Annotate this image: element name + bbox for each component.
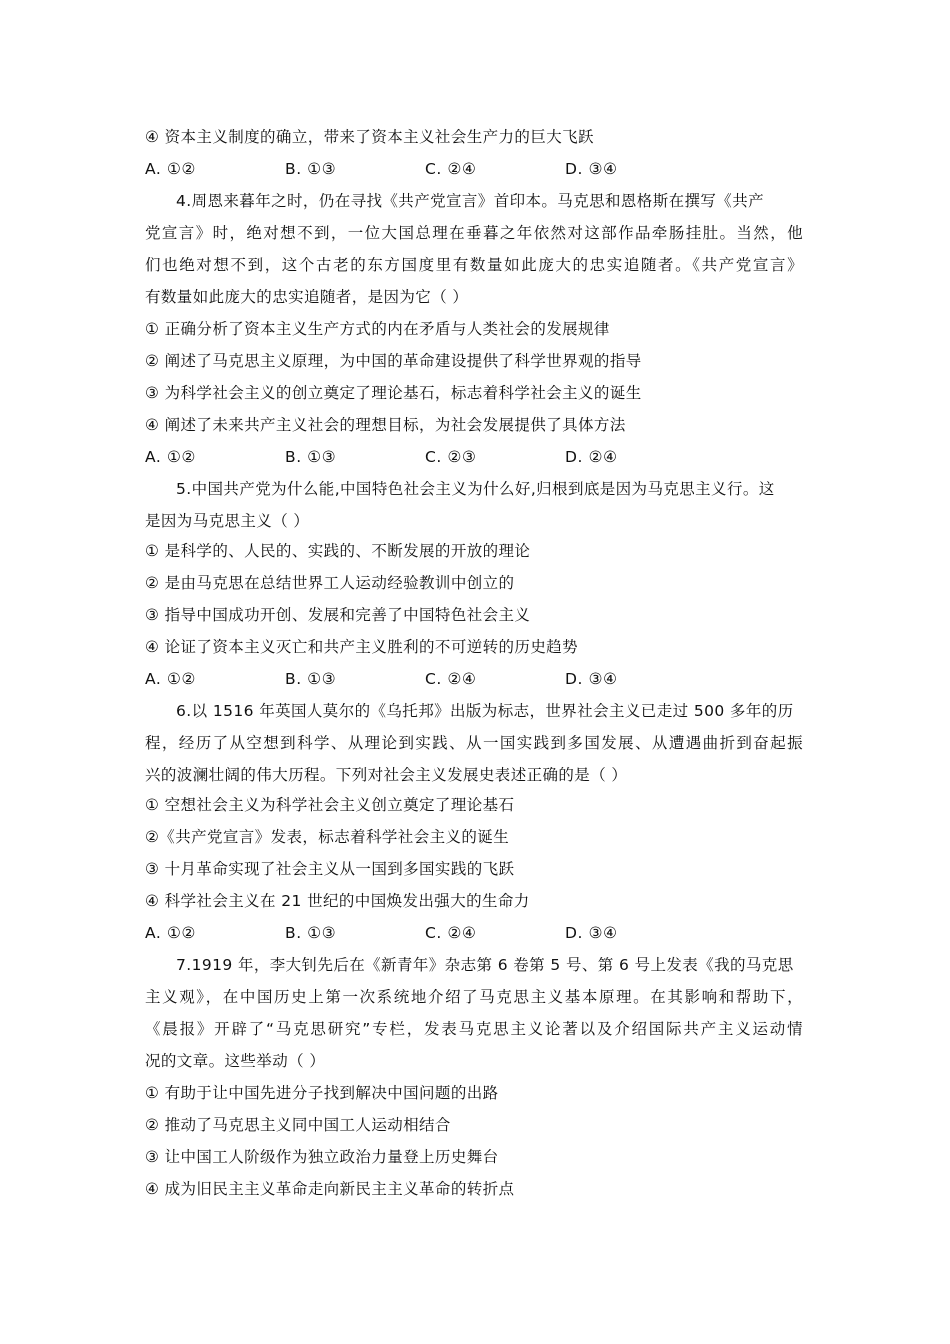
q3-option-c: C. ②④ (425, 160, 477, 178)
q7-stem-line-2: 主义观》，在中国历史上第一次系统地介绍了马克思主义基本原理。在其影响和帮助下， (145, 988, 803, 1006)
q5-stem-line-1: 5.中国共产党为什么能,中国特色社会主义为什么好,归根到底是因为马克思主义行。这 (176, 480, 775, 498)
q3-option-d: D. ③④ (565, 160, 618, 178)
q6-option-c: C. ②④ (425, 924, 477, 942)
q4-stem-line-4: 有数量如此庞大的忠实追随者，是因为它（ ） (145, 288, 469, 306)
q5-option-c: C. ②④ (425, 670, 477, 688)
q6-stem-line-2: 程，经历了从空想到科学、从理论到实践、从一国实践到多国发展、从遭遇曲折到奋起振 (145, 734, 803, 752)
q5-option-b: B. ①③ (285, 670, 337, 688)
q5-options (145, 668, 805, 690)
q7-stem-line-4: 况的文章。这些举动（ ） (145, 1052, 326, 1070)
q3-item-4: ④ 资本主义制度的确立，带来了资本主义社会生产力的巨大飞跃 (145, 128, 594, 146)
q3-options (145, 158, 805, 180)
q3-option-b: B. ①③ (285, 160, 337, 178)
q4-item-2: ② 阐述了马克思主义原理，为中国的革命建设提供了科学世界观的指导 (145, 352, 642, 370)
q5-item-3: ③ 指导中国成功开创、发展和完善了中国特色社会主义 (145, 606, 531, 624)
q5-item-4: ④ 论证了资本主义灭亡和共产主义胜利的不可逆转的历史趋势 (145, 638, 579, 656)
q6-item-4: ④ 科学社会主义在 21 世纪的中国焕发出强大的生命力 (145, 892, 530, 910)
q6-item-3: ③ 十月革命实现了社会主义从一国到多国实践的飞跃 (145, 860, 515, 878)
q4-option-b: B. ①③ (285, 448, 337, 466)
q4-stem-line-3: 们也绝对想不到，这个古老的东方国度里有数量如此庞大的忠实追随者。《共产党宣言》 (145, 256, 803, 274)
q6-option-d: D. ③④ (565, 924, 618, 942)
q4-option-d: D. ②④ (565, 448, 618, 466)
q5-option-a: A. ①② (145, 670, 196, 688)
q4-option-c: C. ②③ (425, 448, 477, 466)
q5-stem-line-2: 是因为马克思主义（ ） (145, 512, 310, 530)
q5-item-1: ① 是科学的、人民的、实践的、不断发展的开放的理论 (145, 542, 531, 560)
q7-item-2: ② 推动了马克思主义同中国工人运动相结合 (145, 1116, 451, 1134)
q6-stem-line-1: 6.以 1516 年英国人莫尔的《乌托邦》出版为标志，世界社会主义已走过 500 多年的历 (176, 702, 794, 720)
q6-option-a: A. ①② (145, 924, 196, 942)
q7-item-4: ④ 成为旧民主主义革命走向新民主主义革命的转折点 (145, 1180, 515, 1198)
q4-stem-line-1: 4.周恩来暮年之时，仍在寻找《共产党宣言》首印本。马克思和恩格斯在撰写《共产 (176, 192, 764, 210)
q6-item-1: ① 空想社会主义为科学社会主义创立奠定了理论基石 (145, 796, 515, 814)
q6-option-b: B. ①③ (285, 924, 337, 942)
q4-item-1: ① 正确分析了资本主义生产方式的内在矛盾与人类社会的发展规律 (145, 320, 610, 338)
q7-item-3: ③ 让中国工人阶级作为独立政治力量登上历史舞台 (145, 1148, 499, 1166)
q4-stem-line-2: 党宣言》时，绝对想不到，一位大国总理在垂暮之年依然对这部作品牵肠挂肚。当然，他 (145, 224, 803, 242)
q7-stem-line-3: 《晨报》开辟了“马克思研究”专栏，发表马克思主义论著以及介绍国际共产主义运动情 (145, 1020, 803, 1038)
q4-options (145, 446, 805, 468)
q4-item-3: ③ 为科学社会主义的创立奠定了理论基石，标志着科学社会主义的诞生 (145, 384, 642, 402)
q4-option-a: A. ①② (145, 448, 196, 466)
q5-item-2: ② 是由马克思在总结世界工人运动经验教训中创立的 (145, 574, 515, 592)
q7-item-1: ① 有助于让中国先进分子找到解决中国问题的出路 (145, 1084, 499, 1102)
q7-stem-line-1: 7.1919 年，李大钊先后在《新青年》杂志第 6 卷第 5 号、第 6 号上发表《我的马克思 (176, 956, 794, 974)
q6-stem-line-3: 兴的波澜壮阔的伟大历程。下列对社会主义发展史表述正确的是（ ） (145, 766, 628, 784)
q4-item-4: ④ 阐述了未来共产主义社会的理想目标，为社会发展提供了具体方法 (145, 416, 626, 434)
q5-option-d: D. ③④ (565, 670, 618, 688)
q6-item-2: ②《共产党宣言》发表，标志着科学社会主义的诞生 (145, 828, 510, 846)
q6-options (145, 922, 805, 944)
q3-option-a: A. ①② (145, 160, 196, 178)
